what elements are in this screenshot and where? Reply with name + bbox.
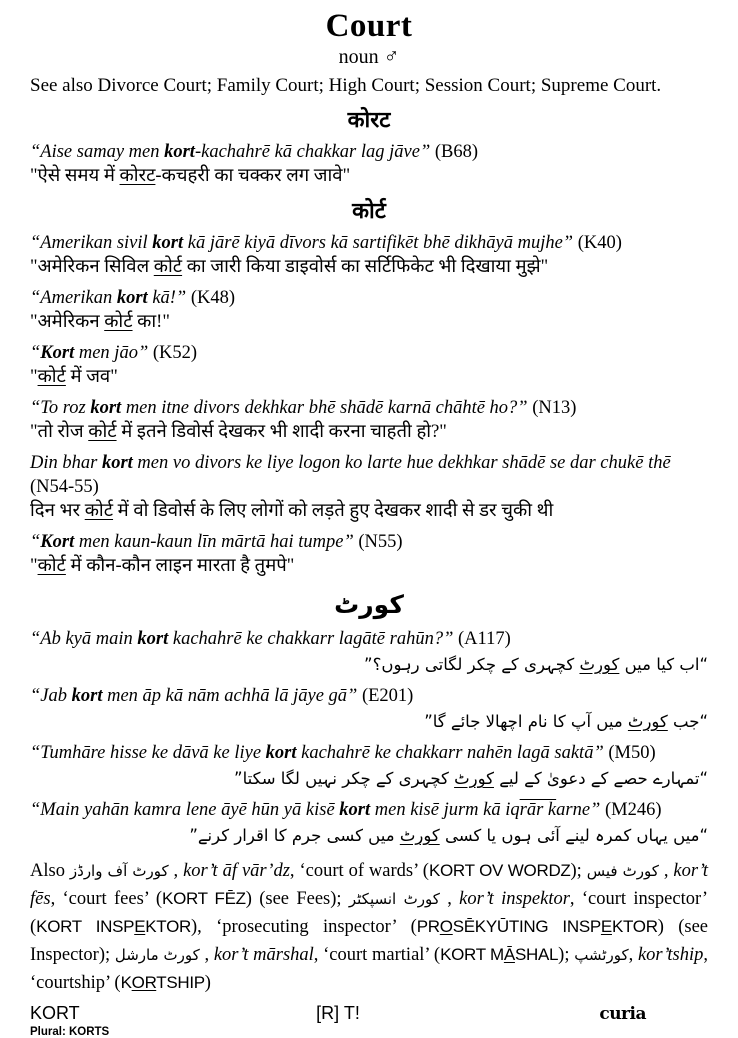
text-segment: " (30, 556, 38, 576)
text-segment: में जव" (65, 367, 118, 387)
text-segment: kor’tship (637, 945, 704, 965)
text-segment: (K40) (577, 233, 622, 253)
example-translation-deva (30, 554, 708, 579)
text-segment: kort (265, 743, 297, 763)
text-segment: “Amerikan (30, 288, 117, 308)
footer-etymology: curia (599, 1004, 646, 1024)
text-segment: OR (131, 973, 157, 992)
example-K40 (30, 231, 708, 280)
example-translation-urdu (30, 765, 708, 792)
text-segment: “ (30, 343, 41, 363)
text-segment: (M246) (604, 800, 662, 820)
text-segment: , (439, 889, 460, 909)
text-segment: kort (116, 288, 148, 308)
text-segment: (E201) (361, 686, 414, 706)
text-segment: kort (101, 453, 133, 473)
text-segment: kort (90, 398, 122, 418)
text-segment: KORT OV WORDZ (428, 861, 571, 880)
text-segment: , (199, 945, 214, 965)
text-segment: “Amerikan sivil (30, 233, 153, 253)
text-segment: SHAL (514, 945, 559, 964)
text-segment: में कौन-कौन लाइन मारता है तुमपे" (65, 556, 295, 576)
text-segment: कोर्ट (104, 312, 133, 332)
text-segment: “Jab (30, 686, 72, 706)
text-segment: का!" (132, 312, 170, 332)
script-heading-urdu: کورٹ (334, 590, 404, 619)
text-segment: KORT FĒZ (162, 889, 246, 908)
text-segment: -कचहरी का चक्कर लग जावे" (155, 166, 351, 186)
text-segment: कोर्ट (153, 257, 183, 277)
example-translation-urdu (30, 708, 708, 735)
text-segment: , (658, 861, 674, 881)
footer-pronunciation: [R] T! (316, 1003, 360, 1023)
text-segment: men āp kā nām achhā lā jāye gā” (102, 686, 362, 706)
text-segment: , ‘court martial’ ( (313, 945, 441, 965)
text-segment: O (439, 917, 453, 936)
text-segment: kort (71, 686, 103, 706)
text-segment: “جب (667, 712, 708, 731)
example-K48 (30, 286, 708, 335)
example-translation-deva (30, 310, 708, 335)
text-segment: ); (558, 945, 575, 965)
text-segment: kachahrē ke chakkarr lagātē rahūn?” (168, 629, 459, 649)
text-segment: kort (339, 800, 371, 820)
part-of-speech-line (30, 44, 708, 70)
text-segment: ); (570, 861, 587, 881)
text-segment: -kachahrē kā chakkar lag jāve” (194, 142, 435, 162)
example-roman (30, 627, 708, 651)
text-segment: men kisē jurm kā iq (370, 800, 520, 820)
example-translation-deva (30, 365, 708, 390)
text-segment: “تمہارے حصے کے دعویٰ کے لیے (493, 769, 708, 788)
text-segment: کچہری کے چکر نہیں لگا سکتا” (234, 769, 455, 788)
text-segment: (N13) (532, 398, 577, 418)
text-segment: , ‘courtship’ ( (30, 945, 709, 993)
example-roman (30, 341, 708, 365)
text-segment: , (628, 945, 638, 965)
text-segment: E (600, 917, 612, 936)
example-roman (30, 530, 708, 554)
text-segment: Ā (503, 945, 515, 964)
text-segment: Kort (40, 532, 75, 552)
text-segment: kor’t fēs (30, 861, 709, 909)
text-segment: کچہری کے چکر لگاتی رہوں؟” (364, 655, 580, 674)
text-segment: (K52) (152, 343, 198, 363)
text-segment: “Tumhāre hisse ke dāvā ke liye (30, 743, 266, 763)
male-gender-icon: ♂ (383, 44, 400, 68)
text-segment: کورٹ (627, 712, 668, 731)
footer-row (30, 1003, 708, 1024)
text-segment: TSHIP (156, 973, 205, 992)
text-segment: "अमेरिकन (30, 312, 105, 332)
text-segment: “Main yahān kamra lene āyē hūn yā kisē (30, 800, 340, 820)
text-segment: میں آپ کا نام اچھالا جائے گا” (424, 712, 628, 731)
example-roman (30, 741, 708, 765)
text-segment: KORT INSP (36, 917, 135, 936)
text-segment: kor’t mārshal (213, 945, 314, 965)
example-translation-urdu (30, 822, 708, 849)
text-segment: “To roz (30, 398, 91, 418)
footer-etymology-cell (441, 1003, 708, 1024)
text-segment: “اب کیا میں (619, 655, 708, 674)
example-roman (30, 140, 708, 164)
example-translation-deva (30, 420, 708, 445)
example-N55 (30, 530, 708, 579)
text-segment: kā jārē kiyā dīvors kā sartifikēt bhē dikhāyā mujhe” (183, 233, 578, 253)
entry-sections (30, 106, 708, 849)
example-B68 (30, 140, 708, 189)
text-segment: کورٹ انسپکٹر (348, 890, 440, 908)
text-segment: (N54-55) (30, 477, 99, 497)
text-segment: कोरट (119, 166, 156, 186)
text-segment: ), ‘prosecuting inspector’ ( (190, 917, 417, 937)
text-segment: kachahrē ke chakkarr nahēn lagā saktā” (296, 743, 609, 763)
text-segment: , ‘court fees’ ( (50, 889, 163, 909)
text-segment: (A117) (458, 629, 511, 649)
example-translation-deva (30, 255, 708, 280)
text-segment: में इतने डिवोर्स देखकर भी शादी करना चाहती हो?" (116, 422, 447, 442)
text-segment: , ‘court inspector’ ( (30, 889, 709, 937)
text-segment: (M50) (608, 743, 656, 763)
text-segment: KTOR (145, 917, 191, 936)
text-segment: men kaun-kaun līn mārtā hai tumpe” (74, 532, 359, 552)
text-segment: ) (see Fees); (245, 889, 349, 909)
text-segment: SĒKYŪTING INSP (452, 917, 601, 936)
text-segment: Din bhar (30, 453, 102, 473)
text-segment: कोर्ट (37, 367, 66, 387)
example-A117 (30, 627, 708, 678)
text-segment: کورٹ (579, 655, 620, 674)
text-segment: (K48) (190, 288, 236, 308)
text-segment: kor’t inspektor (459, 889, 570, 909)
script-heading-deva: कोरट (347, 107, 391, 132)
text-segment: kort (164, 142, 195, 162)
text-segment: कोर्ट (88, 422, 117, 442)
text-segment: कोर्ट (37, 556, 66, 576)
text-segment: Kort (40, 343, 75, 363)
text-segment: kor’t āf vār’dz (183, 861, 290, 881)
example-translation-deva (30, 499, 708, 524)
text-segment: kā!” (147, 288, 191, 308)
text-segment: کورٹ فیس (586, 862, 659, 880)
text-segment: K (120, 973, 132, 992)
text-segment: कोर्ट (84, 501, 114, 521)
text-segment: KORT M (440, 945, 504, 964)
example-roman (30, 798, 708, 822)
text-segment: کورٹ (399, 826, 440, 845)
example-roman (30, 451, 708, 499)
also-paragraph (30, 857, 708, 997)
example-K52 (30, 341, 708, 390)
text-segment: ) (see Inspector); (30, 917, 708, 965)
text-segment: kort (152, 233, 184, 253)
example-roman (30, 286, 708, 310)
example-M50 (30, 741, 708, 792)
example-translation-urdu (30, 651, 708, 678)
text-segment: ) (204, 973, 211, 993)
example-translation-deva (30, 164, 708, 189)
text-segment: "तो रोज (30, 422, 89, 442)
example-roman (30, 684, 708, 708)
text-segment: , (168, 861, 184, 881)
text-segment: “ (30, 532, 41, 552)
text-segment: PR (416, 917, 440, 936)
text-segment: KTOR (611, 917, 658, 936)
example-M246 (30, 798, 708, 849)
text-segment: , ‘court of wards’ ( (289, 861, 429, 881)
page-title: Court (325, 8, 413, 44)
text-segment: “Aise samay men (30, 142, 165, 162)
text-segment: (N55) (358, 532, 403, 552)
part-of-speech: noun (338, 46, 379, 68)
example-N54-55 (30, 451, 708, 524)
text-segment: men itne divors dekhkar bhē shādē karnā chāhtē ho?” (121, 398, 533, 418)
text-segment: میں کسی جرم کا اقرار کرنے” (189, 826, 400, 845)
see-also-note: See also Divorce Court; Family Court; High Court; Session Court; Supreme Court. (30, 75, 662, 96)
text-segment: में वो डिवोर्स के लिए लोगों को लड़ते हुए देखकर शादी से डर चुकी थी (113, 501, 554, 521)
footer-headword-translit: KORT (30, 1003, 80, 1023)
script-heading-deva: कोर्ट (352, 198, 386, 223)
text-segment: rār k (519, 800, 557, 820)
text-segment: दिन भर (30, 501, 85, 521)
text-segment: (B68) (434, 142, 479, 162)
text-segment: Also (30, 861, 70, 881)
text-segment: men jāo” (74, 343, 153, 363)
text-segment: "ऐसे समय में (30, 166, 120, 186)
text-segment: kort (137, 629, 169, 649)
text-segment: E (134, 917, 146, 936)
text-segment: کورٹ (454, 769, 494, 788)
example-N13 (30, 396, 708, 445)
text-segment: " (30, 367, 38, 387)
text-segment: का जारी किया डाइवोर्स का सर्टिफिकेट भी दिखाया मुझे" (182, 257, 549, 277)
text-segment: men vo divors ke liye logon ko larte hue dekhkar shādē se dar chukē thē (132, 453, 671, 473)
example-roman (30, 231, 708, 255)
plural-note: Plural: KORTS (30, 1026, 110, 1038)
example-roman (30, 396, 708, 420)
text-segment: "अमेरिकन सिविल (30, 257, 154, 277)
text-segment: “میں یہاں کمرہ لینے آئی ہوں یا کسی (439, 826, 708, 845)
text-segment: “Ab kyā main (30, 629, 138, 649)
example-E201 (30, 684, 708, 735)
text-segment: کورٹ مارشل (114, 946, 200, 964)
text-segment: کورٹشپ (574, 946, 629, 964)
text-segment: کورٹ آف وارڈز (69, 862, 169, 880)
text-segment: arne” (556, 800, 605, 820)
